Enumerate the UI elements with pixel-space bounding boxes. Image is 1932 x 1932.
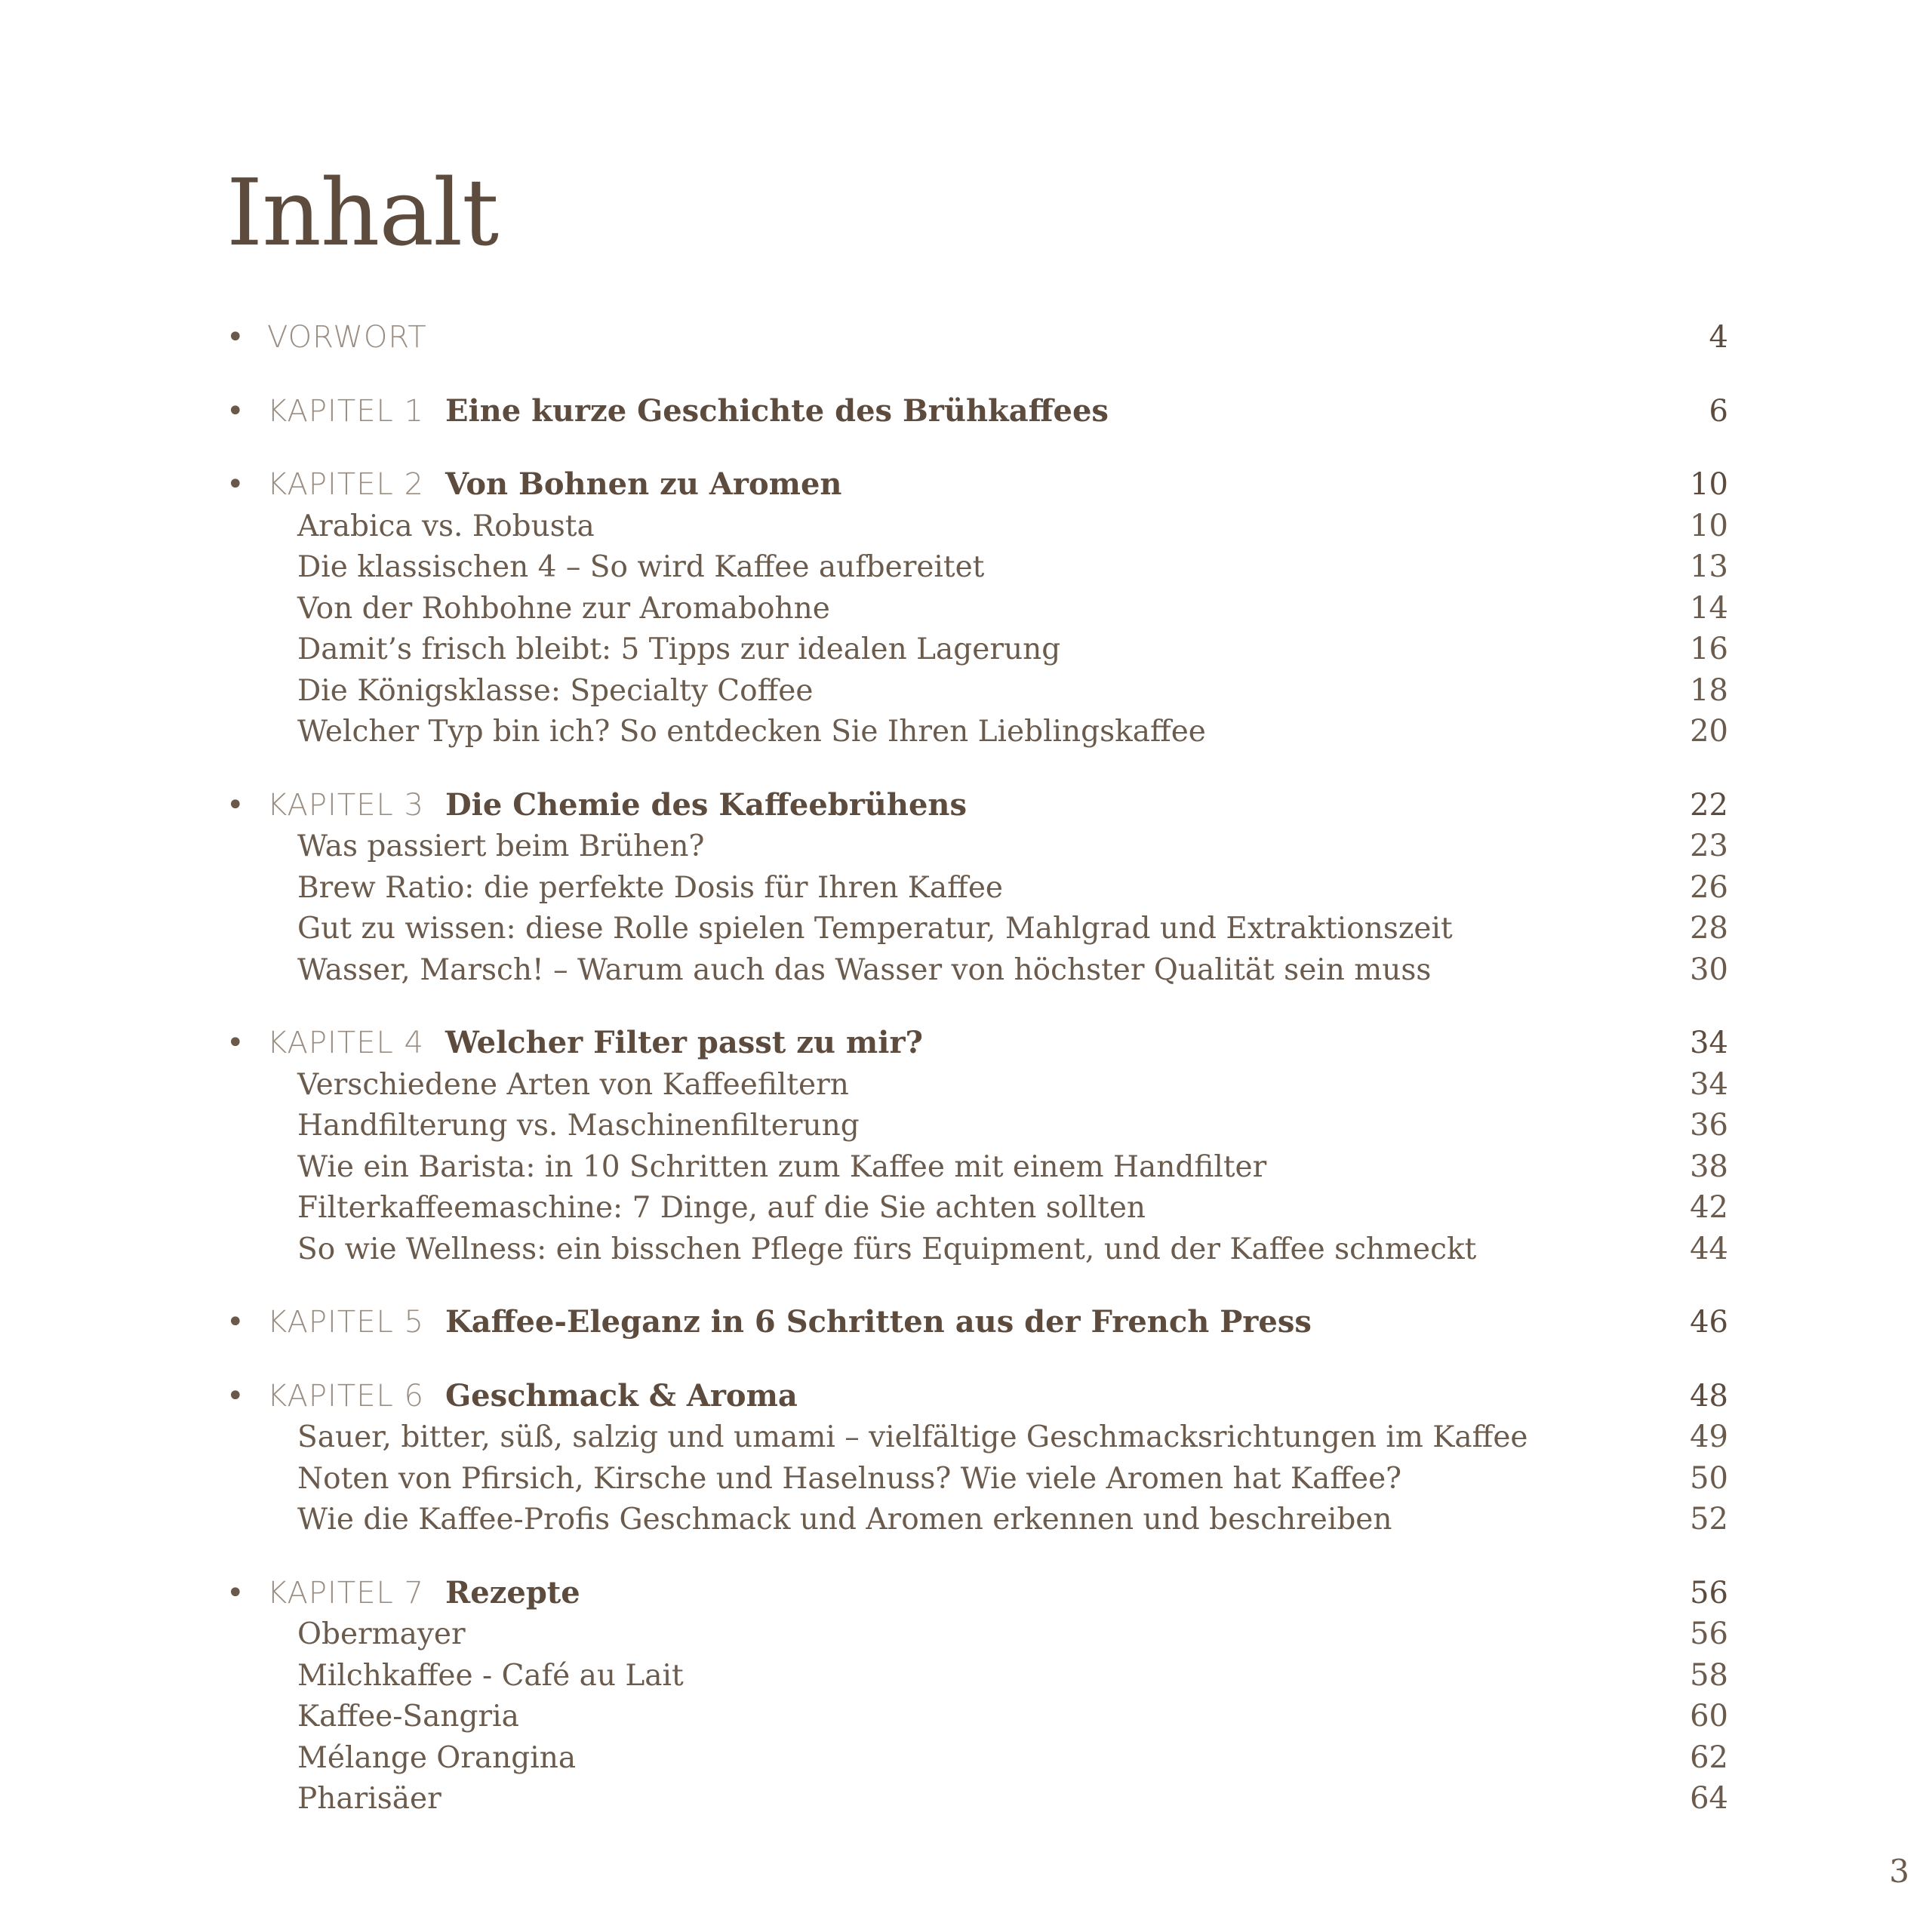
chapter-page-number: 46 <box>1690 1305 1728 1340</box>
entry-title: Damit’s frisch bleibt: 5 Tipps zur idealen Lagerung <box>297 632 1061 666</box>
chapter-page-number: 34 <box>1690 1026 1728 1060</box>
entry-title: Obermayer <box>297 1617 466 1651</box>
chapter-title: Kaffee-Eleganz in 6 Schritten aus der French Press <box>445 1304 1312 1340</box>
entry-page-number: 58 <box>1690 1657 1728 1693</box>
entry-title: Welcher Typ bin ich? So entdecken Sie Ihren Lieblingskaffee <box>297 715 1206 749</box>
table-of-contents <box>226 317 1728 1852</box>
entry-page-number: 10 <box>1690 508 1728 543</box>
entry-title: Verschiedene Arten von Kaffeefiltern <box>297 1067 849 1102</box>
toc-entry-row[interactable] <box>226 1737 1728 1779</box>
toc-entry-row[interactable] <box>226 1417 1728 1458</box>
chapter-label: KAPITEL 4 <box>267 1026 424 1060</box>
entry-page-number: 60 <box>1690 1699 1728 1734</box>
chapter-title: Geschmack & Aroma <box>445 1377 798 1414</box>
entry-page-number: 38 <box>1690 1149 1728 1184</box>
entry-page-number: 34 <box>1690 1066 1728 1102</box>
chapter-page-number: 10 <box>1690 467 1728 502</box>
toc-entry-row[interactable] <box>226 588 1728 629</box>
toc-chapter <box>226 785 1728 991</box>
toc-chapter-row[interactable] <box>226 1573 1728 1614</box>
toc-entry-row[interactable] <box>226 711 1728 752</box>
chapter-title: Welcher Filter passt zu mir? <box>445 1025 923 1060</box>
toc-chapter <box>226 391 1728 432</box>
entry-title: Noten von Pfirsich, Kirsche und Haselnuss? Wie viele Aromen hat Kaffee? <box>297 1461 1402 1496</box>
chapter-label: KAPITEL 2 <box>267 467 424 502</box>
chapter-page-number: 56 <box>1690 1575 1728 1611</box>
entry-page-number: 26 <box>1690 869 1728 905</box>
toc-chapter-row[interactable] <box>226 1376 1728 1417</box>
entry-page-number: 28 <box>1690 911 1728 946</box>
toc-entry-row[interactable] <box>226 1778 1728 1820</box>
toc-entry-row[interactable] <box>226 1696 1728 1737</box>
entry-title: Was passiert beim Brühen? <box>297 829 705 863</box>
entry-title: Sauer, bitter, süß, salzig und umami – vielfältige Geschmacksrichtungen im Kaffee <box>297 1420 1528 1454</box>
entry-page-number: 56 <box>1690 1617 1728 1651</box>
toc-entry-row[interactable] <box>226 1655 1728 1697</box>
entry-title: Brew Ratio: die perfekte Dosis für Ihren Kaffee <box>297 870 1003 905</box>
chapter-label: KAPITEL 1 <box>267 393 424 429</box>
chapter-title: Eine kurze Geschichte des Brühkaffees <box>445 392 1109 429</box>
entry-page-number: 20 <box>1690 714 1728 749</box>
entry-title: Die klassischen 4 – So wird Kaffee aufbereitet <box>297 550 985 584</box>
bullet-icon: • <box>226 787 245 823</box>
bullet-icon: • <box>226 1026 245 1060</box>
toc-entry-row[interactable] <box>226 1614 1728 1655</box>
entry-title: So wie Wellness: ein bisschen Pflege fürs Equipment, und der Kaffee schmeckt <box>297 1232 1477 1266</box>
chapter-page-number: 4 <box>1709 320 1728 355</box>
entry-title: Arabica vs. Robusta <box>297 509 595 543</box>
toc-chapter-row[interactable] <box>226 317 1728 358</box>
bullet-icon: • <box>226 320 245 355</box>
chapter-title: Die Chemie des Kaffeebrühens <box>445 786 968 823</box>
entry-page-number: 14 <box>1690 590 1728 626</box>
toc-entry-row[interactable] <box>226 1458 1728 1500</box>
chapter-label: KAPITEL 5 <box>267 1305 424 1340</box>
entry-title: Kaffee-Sangria <box>297 1700 519 1734</box>
toc-chapter <box>226 317 1728 358</box>
toc-chapter <box>226 1376 1728 1540</box>
chapter-title: Rezepte <box>445 1574 580 1611</box>
toc-chapter <box>226 1302 1728 1343</box>
entry-title: Wasser, Marsch! – Warum auch das Wasser von höchster Qualität sein muss <box>297 952 1432 987</box>
page-number: 3 <box>1889 1853 1909 1890</box>
entry-page-number: 50 <box>1690 1460 1728 1496</box>
toc-entry-row[interactable] <box>226 826 1728 867</box>
toc-entry-row[interactable] <box>226 1105 1728 1146</box>
toc-chapter-row[interactable] <box>226 464 1728 506</box>
chapter-label: KAPITEL 3 <box>267 787 424 823</box>
entry-page-number: 30 <box>1690 952 1728 987</box>
toc-entry-row[interactable] <box>226 1146 1728 1188</box>
entry-page-number: 49 <box>1690 1420 1728 1454</box>
entry-title: Handfilterung vs. Maschinenfilterung <box>297 1109 860 1143</box>
toc-entry-row[interactable] <box>226 949 1728 991</box>
chapter-label: VORWORT <box>267 320 427 355</box>
toc-entry-row[interactable] <box>226 1064 1728 1106</box>
entry-title: Filterkaffeemaschine: 7 Dinge, auf die Sie achten sollten <box>297 1191 1146 1225</box>
entry-title: Pharisäer <box>297 1782 441 1816</box>
toc-chapter-row[interactable] <box>226 1023 1728 1064</box>
toc-entry-row[interactable] <box>226 1229 1728 1270</box>
entry-title: Milchkaffee - Café au Lait <box>297 1658 684 1693</box>
bullet-icon: • <box>226 1305 245 1340</box>
entry-title: Die Königsklasse: Specialty Coffee <box>297 673 814 708</box>
chapter-title: Von Bohnen zu Aromen <box>445 466 842 502</box>
chapter-page-number: 48 <box>1690 1378 1728 1414</box>
toc-chapter-row[interactable] <box>226 785 1728 826</box>
toc-chapter <box>226 464 1728 752</box>
entry-title: Wie die Kaffee-Profis Geschmack und Aromen erkennen und beschreiben <box>297 1503 1392 1537</box>
toc-entry-row[interactable] <box>226 908 1728 949</box>
page-title: Inhalt <box>226 159 499 266</box>
entry-page-number: 64 <box>1690 1781 1728 1816</box>
bullet-icon: • <box>226 393 245 429</box>
entry-page-number: 52 <box>1690 1502 1728 1537</box>
toc-chapter <box>226 1023 1728 1269</box>
toc-entry-row[interactable] <box>226 867 1728 909</box>
toc-chapter <box>226 1573 1728 1820</box>
toc-entry-row[interactable] <box>226 629 1728 670</box>
entry-page-number: 16 <box>1690 632 1728 666</box>
entry-page-number: 23 <box>1690 829 1728 863</box>
chapter-page-number: 6 <box>1709 393 1728 429</box>
bullet-icon: • <box>226 467 245 502</box>
toc-entry-row[interactable] <box>226 546 1728 588</box>
entry-page-number: 18 <box>1690 672 1728 708</box>
entry-title: Mélange Orangina <box>297 1740 577 1775</box>
toc-chapter-row[interactable] <box>226 1302 1728 1343</box>
entry-page-number: 62 <box>1690 1740 1728 1775</box>
toc-entry-row[interactable] <box>226 1187 1728 1229</box>
entry-title: Wie ein Barista: in 10 Schritten zum Kaffee mit einem Handfilter <box>297 1149 1267 1184</box>
chapter-page-number: 22 <box>1690 787 1728 823</box>
bullet-icon: • <box>226 1378 245 1414</box>
chapter-label: KAPITEL 7 <box>267 1575 424 1611</box>
entry-page-number: 36 <box>1690 1108 1728 1143</box>
chapter-label: KAPITEL 6 <box>267 1378 424 1414</box>
toc-entry-row[interactable] <box>226 506 1728 547</box>
toc-entry-row[interactable] <box>226 1499 1728 1540</box>
toc-chapter-row[interactable] <box>226 391 1728 432</box>
toc-entry-row[interactable] <box>226 670 1728 712</box>
entry-title: Von der Rohbohne zur Aromabohne <box>297 591 830 626</box>
entry-page-number: 42 <box>1690 1190 1728 1225</box>
bullet-icon: • <box>226 1575 245 1611</box>
entry-page-number: 44 <box>1690 1231 1728 1266</box>
entry-page-number: 13 <box>1690 549 1728 584</box>
entry-title: Gut zu wissen: diese Rolle spielen Temperatur, Mahlgrad und Extraktionszeit <box>297 912 1453 946</box>
